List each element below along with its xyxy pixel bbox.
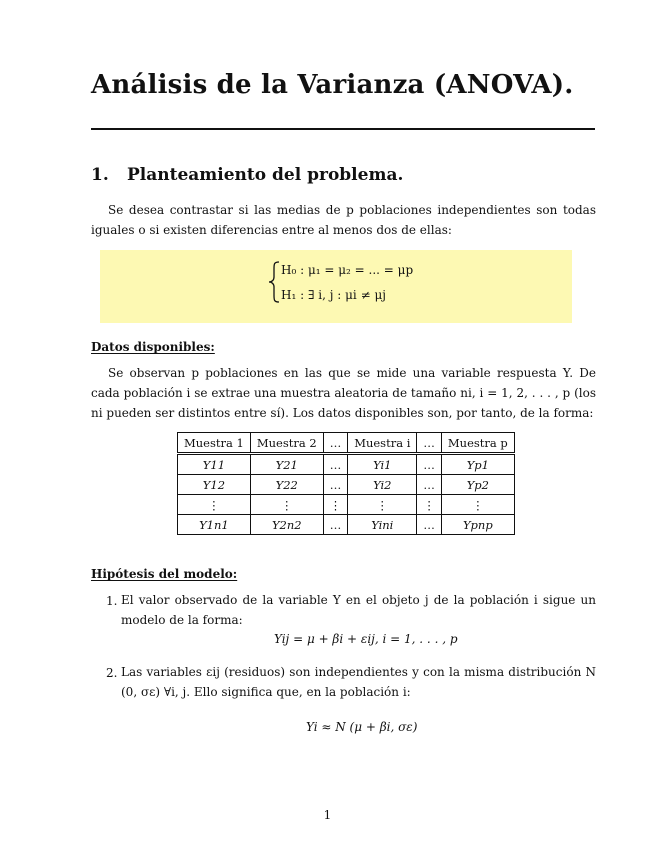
table-cell: … — [323, 515, 348, 535]
table-cell: ⋮ — [417, 495, 442, 515]
table-row — [178, 475, 515, 495]
table-cell: Y12 — [178, 475, 251, 495]
alternative-hypothesis: H₁ : ∃ i, j : μi ≠ μj — [281, 288, 386, 302]
table-cell: … — [323, 454, 348, 475]
section-intro: Se desea contrastar si las medias de p poblaciones independientes son todas iguales o si existen diferencias entre al menos dos de ellas: — [91, 203, 596, 237]
list-item-number: 2. — [106, 666, 118, 680]
table-cell: Y2n2 — [250, 515, 323, 535]
table-header: Muestra i — [348, 433, 417, 454]
table-row — [178, 454, 515, 475]
table-cell: Yp1 — [441, 454, 514, 475]
table-cell: ⋮ — [323, 495, 348, 515]
section-number: 1. — [91, 165, 109, 185]
table-cell: Yi1 — [348, 454, 417, 475]
table-cell: Yi2 — [348, 475, 417, 495]
table-header: Muestra p — [441, 433, 514, 454]
table-cell: Ypnp — [441, 515, 514, 535]
table-cell: … — [417, 454, 442, 475]
table-cell: … — [417, 475, 442, 495]
left-brace-icon — [267, 261, 281, 303]
hipotesis-heading: Hipótesis del modelo: — [91, 567, 238, 581]
table-row — [178, 515, 515, 535]
model-formula: Yij = μ + βi + εij, i = 1, . . . , p — [274, 632, 458, 646]
data-table — [177, 432, 515, 535]
table-header-row — [178, 433, 515, 454]
table-header: Muestra 1 — [178, 433, 251, 454]
table-cell: Y22 — [250, 475, 323, 495]
table-cell: Yp2 — [441, 475, 514, 495]
section-heading — [91, 165, 403, 185]
table-header: Muestra 2 — [250, 433, 323, 454]
list-item-text: El valor observado de la variable Y en el objeto j de la población i sigue un modelo de la forma: — [121, 593, 596, 627]
section-title: Planteamiento del problema. — [127, 165, 404, 185]
table-cell: ⋮ — [348, 495, 417, 515]
table-cell: ⋮ — [178, 495, 251, 515]
null-hypothesis: H₀ : μ₁ = μ₂ = ... = μp — [281, 263, 414, 277]
document-title: Análisis de la Varianza (ANOVA). — [91, 70, 574, 100]
datos-heading: Datos disponibles: — [91, 340, 215, 354]
table-cell: Y21 — [250, 454, 323, 475]
list-item-number: 1. — [106, 594, 118, 608]
table-cell: Yini — [348, 515, 417, 535]
table-header: … — [417, 433, 442, 454]
table-header: … — [323, 433, 348, 454]
table-cell: … — [323, 475, 348, 495]
list-item-text: Las variables εij (residuos) son independientes y con la misma distribución N (0, σε) ∀i, j. Ello significa que, en la población i: — [121, 665, 596, 699]
table-cell: … — [417, 515, 442, 535]
distribution-formula: Yi ≈ N (μ + βi, σε) — [306, 720, 418, 734]
table-row — [178, 495, 515, 515]
datos-text: Se observan p poblaciones en las que se mide una variable respuesta Y. De cada población i se extrae una muestra aleatoria de tamaño ni, i = 1, 2, . . . , p (los ni pueden ser distintos entre sí). Los datos disponibles son, por tanto, de la forma: — [91, 366, 596, 420]
title-rule — [91, 128, 595, 130]
table-cell: ⋮ — [250, 495, 323, 515]
table-cell: ⋮ — [441, 495, 514, 515]
page-number: 1 — [323, 808, 332, 822]
table-cell: Y11 — [178, 454, 251, 475]
hypothesis-box — [100, 250, 572, 323]
table-cell: Y1n1 — [178, 515, 251, 535]
